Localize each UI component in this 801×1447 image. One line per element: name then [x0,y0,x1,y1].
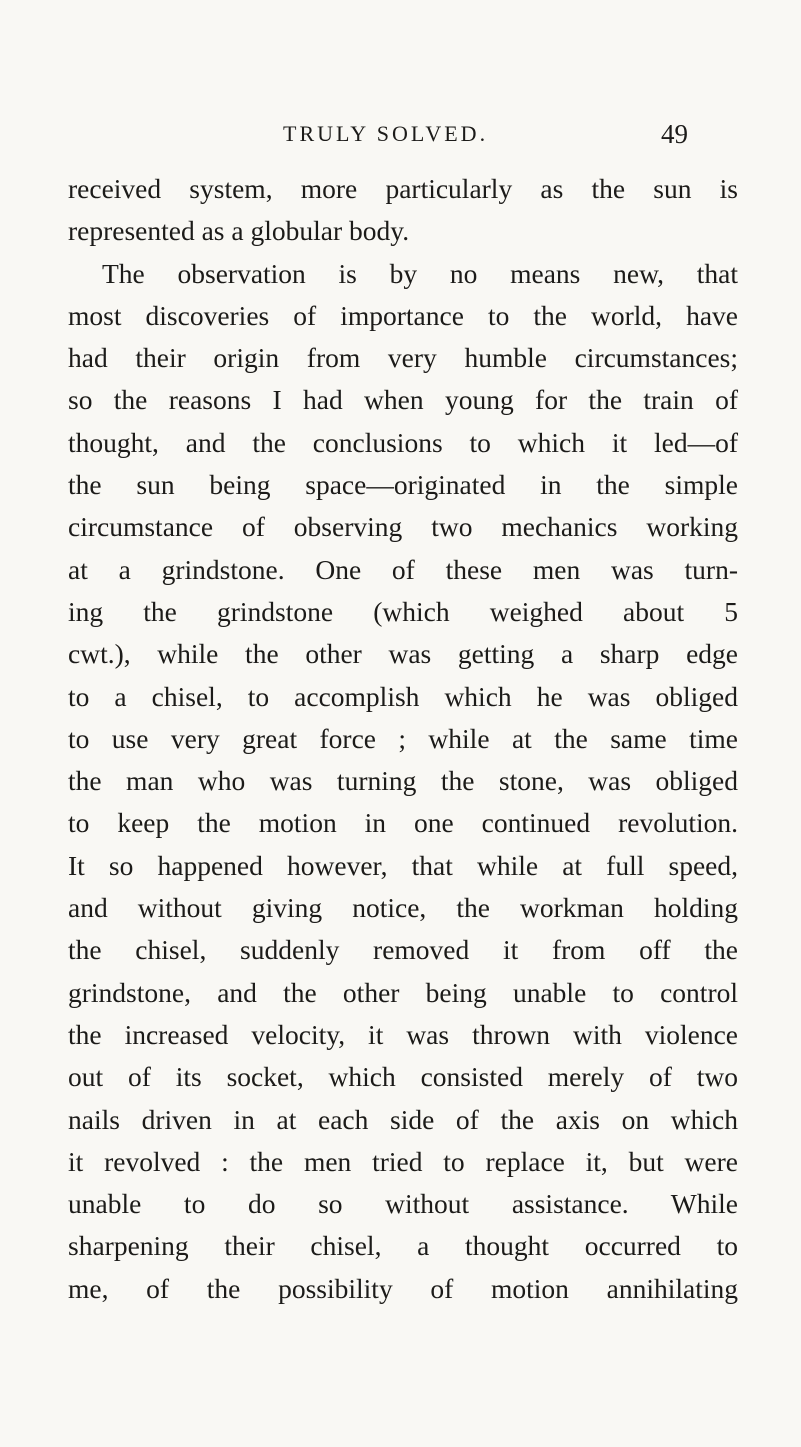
text-line: to keep the motion in one continued revolution. [68,807,738,839]
text-line: most discoveries of importance to the world, have [68,299,738,331]
text-line: the sun being space—originated in the simple [68,469,738,501]
text-line: it revolved : the men tried to replace it, but were [68,1145,738,1177]
text-line: thought, and the conclusions to which it led—of [68,426,738,458]
text-line: nails driven in at each side of the axis on which [68,1103,738,1135]
text-line: circumstance of observing two mechanics working [68,511,738,543]
running-title: TRULY SOLVED. [283,121,489,146]
text-line: The observation is by no means new, that [102,257,738,289]
text-line: cwt.), while the other was getting a sharp edge [68,638,738,670]
text-line: the chisel, suddenly removed it from off the [68,934,738,966]
text-line: at a grindstone. One of these men was turn- [68,553,738,585]
text-line: the increased velocity, it was thrown with violence [68,1018,738,1050]
body-text [68,168,738,1310]
text-line: sharpening their chisel, a thought occurred to [68,1230,738,1262]
text-line: had their origin from very humble circumstances; [68,342,738,374]
text-line: out of its socket, which consisted merely of two [68,1061,738,1093]
text-line: unable to do so without assistance. While [68,1188,738,1220]
page-number: 49 [661,119,688,149]
text-line: and without giving notice, the workman holding [68,892,738,924]
text-line: It so happened however, that while at full speed, [68,849,738,881]
text-line: grindstone, and the other being unable to control [68,976,738,1008]
text-line: to a chisel, to accomplish which he was obliged [68,680,738,712]
text-line: so the reasons I had when young for the train of [68,384,738,416]
text-line: me, of the possibility of motion annihilating [68,1272,738,1304]
running-head [0,118,801,158]
text-line: received system, more particularly as the sun is [68,173,738,204]
text-line: ing the grindstone (which weighed about 5 [68,595,738,627]
text-line: represented as a globular body. [68,215,410,247]
text-line: to use very great force ; while at the same time [68,722,738,754]
text-line: the man who was turning the stone, was obliged [68,765,738,797]
